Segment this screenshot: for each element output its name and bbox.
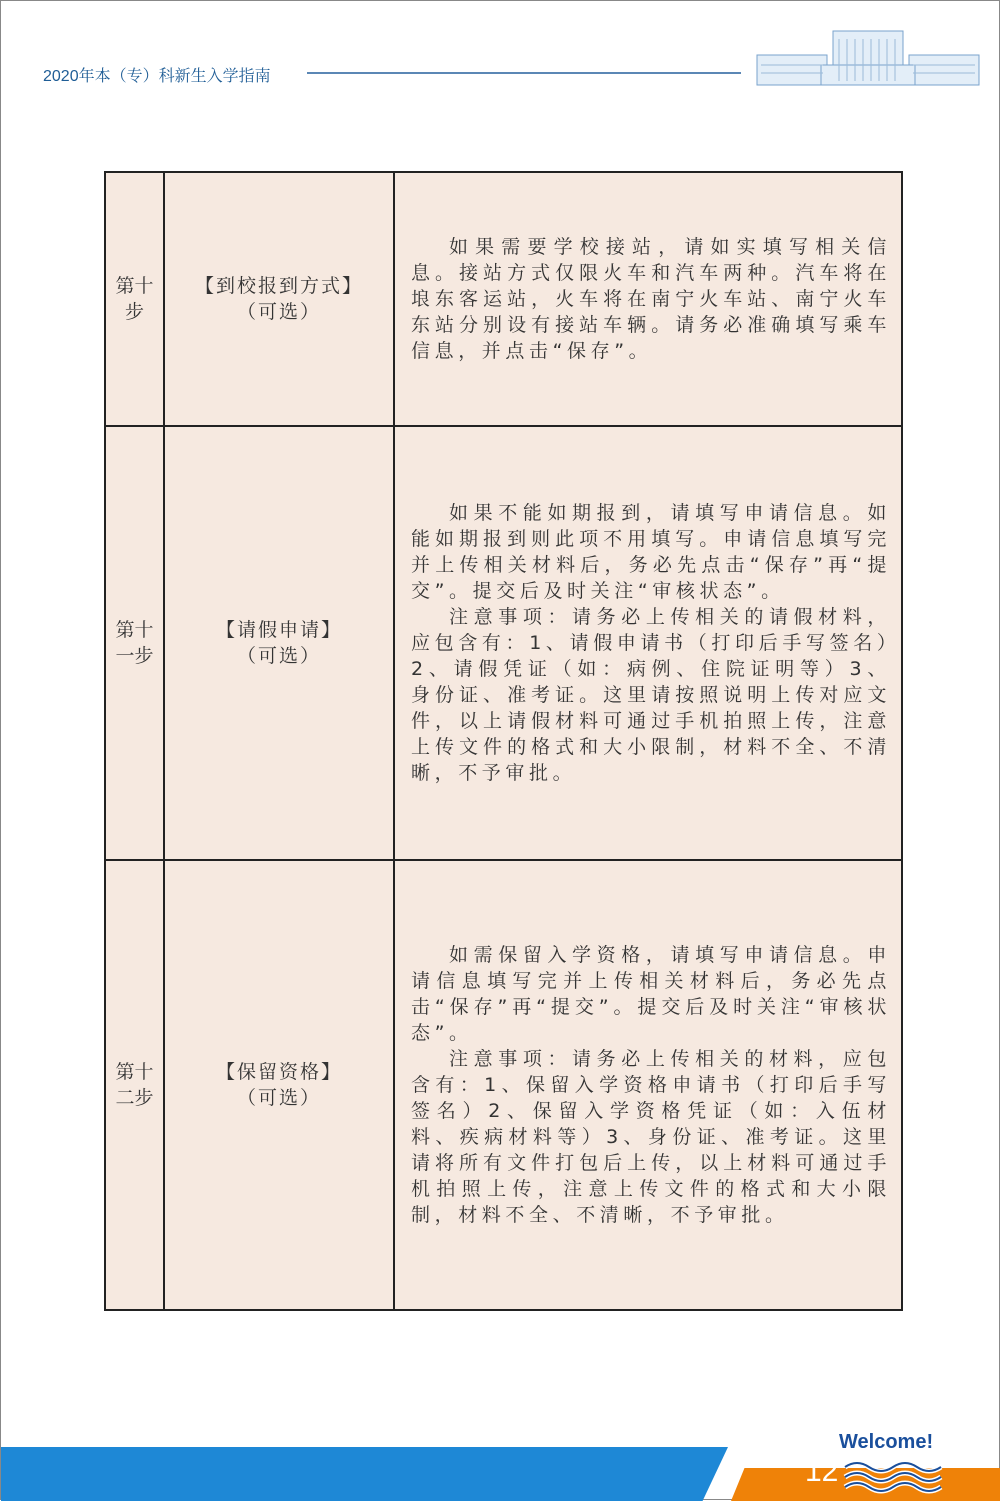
paragraph: 注意事项：请务必上传相关的材料，应包含有：1、保留入学资格申请书（打印后手写签名）2、保留入学资格凭证（如：入伍材料、疾病材料等）3、身份证、准考证。这里请将所有文件打包后上传，以上材料可通过手机拍照上传，注意上传文件的格式和大小限制，材料不全、不清晰，不予审批。: [411, 1048, 891, 1226]
step-name: 【保留资格】: [215, 1061, 342, 1083]
step-name-cell: [164, 426, 394, 860]
steps-table: [104, 171, 903, 1311]
step-note: （可选）: [236, 645, 321, 667]
footer-blue-band: [1, 1447, 728, 1501]
table-row: [105, 172, 902, 426]
page-number: 12: [805, 1455, 839, 1488]
step-label: 第十二步: [105, 860, 164, 1310]
waves-icon: [843, 1457, 943, 1497]
table-row: [105, 426, 902, 860]
table-row: [105, 860, 902, 1310]
paragraph: 如果不能如期报到，请填写申请信息。如能如期报到则此项不用填写。申请信息填写完并上传相关材料后，务必先点击“保存”再“提交”。提交后及时关注“审核状态”。: [411, 502, 891, 602]
building-illustration-icon: [755, 29, 981, 87]
step-label: 第十一步: [105, 426, 164, 860]
step-description: [394, 860, 902, 1310]
paragraph: 注意事项：请务必上传相关的请假材料，应包含有：1、请假申请书（打印后手写签名）2、请假凭证（如：病例、住院证明等）3、身份证、准考证。这里请按照说明上传对应文件，以上请假材料可通过手机拍照上传，注意上传文件的格式和大小限制，材料不全、不清晰，不予审批。: [411, 606, 891, 784]
header-rule: [307, 72, 741, 74]
step-note: （可选）: [236, 1087, 321, 1109]
step-name: 【到校报到方式】: [194, 275, 363, 297]
step-label: 第十步: [105, 172, 164, 426]
step-description: [394, 172, 902, 426]
welcome-text: Welcome!: [839, 1431, 934, 1453]
step-note: （可选）: [236, 301, 321, 323]
paragraph: 如果需要学校接站，请如实填写相关信息。接站方式仅限火车和汽车两种。汽车将在埌东客运站，火车将在南宁火车站、南宁火车东站分别设有接站车辆。请务必准确填写乘车信息，并点击“保存”。: [411, 236, 891, 362]
step-name: 【请假申请】: [215, 619, 342, 641]
step-description: [394, 426, 902, 860]
step-name-cell: [164, 172, 394, 426]
paragraph: 如需保留入学资格，请填写申请信息。申请信息填写完并上传相关材料后，务必先点击“保存”再“提交”。提交后及时关注“审核状态”。: [411, 944, 891, 1044]
step-name-cell: [164, 860, 394, 1310]
header-title: 2020年本（专）科新生入学指南: [43, 68, 271, 85]
